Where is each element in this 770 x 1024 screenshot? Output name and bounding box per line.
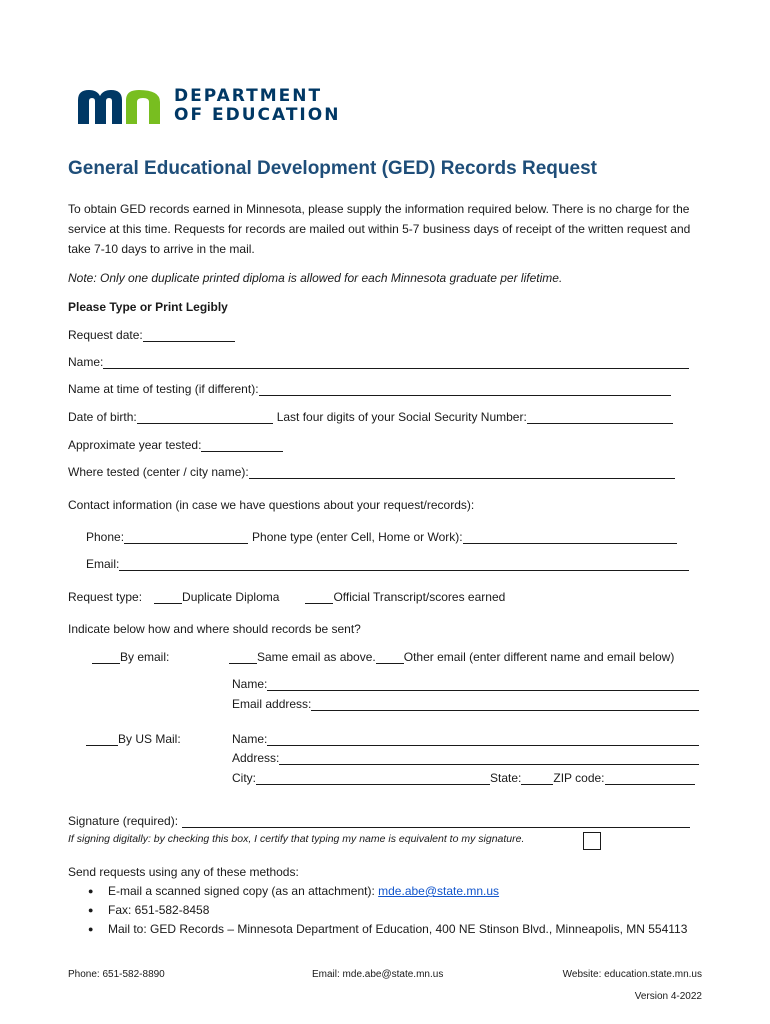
where-tested-label: Where tested (center / city name): (68, 465, 249, 479)
digital-signature-checkbox[interactable] (583, 832, 601, 850)
duplicate-diploma-blank[interactable] (154, 591, 182, 604)
mail-city-label: City: (232, 771, 256, 785)
contact-label: Contact information (in case we have questions about your request/records): (68, 498, 475, 512)
method-fax: ● Fax: 651-582-8458 (88, 901, 688, 920)
where-tested-row (68, 465, 675, 479)
email-link[interactable]: mde.abe@state.mn.us (378, 884, 500, 898)
footer-email: Email: mde.abe@state.mn.us (312, 969, 444, 980)
mail-state-field[interactable] (521, 772, 553, 785)
logo-line-1: DEPARTMENT (174, 86, 323, 106)
logo-text (174, 87, 340, 125)
mail-city-field[interactable] (256, 772, 490, 785)
signature-row (68, 814, 690, 828)
delivery-name-row (232, 677, 699, 691)
ssn-label: Last four digits of your Social Security Number: (276, 410, 527, 424)
footer-website: Website: education.state.mn.us (562, 969, 702, 980)
mail-name-field[interactable] (267, 733, 699, 746)
by-mail-blank[interactable] (86, 733, 118, 746)
methods-list (88, 882, 688, 939)
footer-phone: Phone: 651-582-8890 (68, 969, 165, 980)
request-type-row (68, 590, 505, 604)
dob-label: Date of birth: (68, 410, 137, 424)
delivery-question-row (68, 622, 361, 636)
phone-type-field[interactable] (463, 531, 677, 544)
methods-intro: Send requests using any of these methods: (68, 865, 299, 879)
dob-row (68, 410, 673, 424)
name-field[interactable] (103, 356, 689, 369)
request-date-row (68, 328, 235, 342)
by-mail-label: By US Mail: (118, 732, 181, 746)
intro-paragraph: To obtain GED records earned in Minnesota, please supply the information required below. There is no charge for the service at this time. Requests for records are mailed out within 5-7 business days of receipt of the written request and take 7-10 days to arrive in the mail. (68, 202, 691, 256)
name-testing-field[interactable] (259, 383, 671, 396)
contact-row (68, 498, 474, 512)
digital-signature-note: If signing digitally: by checking this box, I certify that typing my name is equivalent to my signature. (68, 833, 525, 845)
delivery-question: Indicate below how and where should records be sent? (68, 622, 361, 636)
phone-row (86, 530, 677, 544)
method-mail: ● Mail to: GED Records – Minnesota Department of Education, 400 NE Stinson Blvd., Minneapolis, MN 554113 (88, 920, 688, 939)
by-email-blank[interactable] (92, 651, 120, 664)
signature-field[interactable] (182, 815, 690, 828)
year-tested-field[interactable] (201, 439, 283, 452)
name-testing-label: Name at time of testing (if different): (68, 382, 259, 396)
by-email-row (92, 650, 169, 664)
by-email-label: By email: (120, 650, 170, 664)
logo-line-2: OF EDUCATION (174, 105, 341, 125)
name-row (68, 355, 689, 369)
mail-name-label: Name: (232, 732, 268, 746)
phone-type-label: Phone type (enter Cell, Home or Work): (252, 530, 463, 544)
email-row (86, 557, 689, 571)
request-type-label: Request type: (68, 590, 143, 604)
same-email-blank[interactable] (229, 651, 257, 664)
mail-city-row (232, 771, 695, 785)
mail-name-row (232, 732, 699, 746)
email-options-row (229, 650, 674, 664)
delivery-name-label: Name: (232, 677, 268, 691)
duplicate-diploma-label: Duplicate Diploma (182, 590, 280, 604)
email-field[interactable] (119, 558, 689, 571)
mn-logo (76, 86, 340, 126)
request-date-label: Request date: (68, 328, 143, 342)
mail-address-label: Address: (232, 751, 280, 765)
year-tested-row (68, 438, 283, 452)
email-label: Email: (86, 557, 120, 571)
mail-address-field[interactable] (279, 752, 699, 765)
delivery-email-row (232, 697, 699, 711)
mn-logo-icon (76, 86, 162, 126)
note-text: Note: Only one duplicate printed diploma is allowed for each Minnesota graduate per lifetime. (68, 271, 563, 285)
page-title: General Educational Development (GED) Records Request (68, 158, 597, 179)
digital-note-row (68, 833, 524, 845)
dob-field[interactable] (137, 411, 273, 424)
other-email-label: Other email (enter different name and email below) (403, 650, 675, 664)
name-label: Name: (68, 355, 104, 369)
phone-label: Phone: (86, 530, 125, 544)
send-methods (68, 863, 688, 939)
ssn-field[interactable] (527, 411, 673, 424)
transcript-blank[interactable] (305, 591, 333, 604)
method-email (88, 882, 688, 901)
mail-zip-field[interactable] (605, 772, 695, 785)
delivery-email-field[interactable] (311, 698, 699, 711)
legibly-instruction: Please Type or Print Legibly (68, 300, 228, 314)
mail-state-label: State: (490, 771, 522, 785)
request-date-field[interactable] (143, 329, 235, 342)
mail-zip-label: ZIP code: (553, 771, 605, 785)
delivery-name-field[interactable] (267, 678, 699, 691)
method-email-text: E-mail a scanned signed copy (as an attachment): (108, 884, 379, 898)
signature-label: Signature (required): (68, 814, 179, 828)
phone-field[interactable] (124, 531, 248, 544)
name-testing-row (68, 382, 671, 396)
mail-address-row (232, 751, 699, 765)
transcript-label: Official Transcript/scores earned (333, 590, 506, 604)
same-email-label: Same email as above. (257, 650, 376, 664)
other-email-blank[interactable] (376, 651, 404, 664)
delivery-email-label: Email address: (232, 697, 312, 711)
by-mail-row (86, 732, 181, 746)
version-label: Version 4-2022 (634, 991, 702, 1002)
year-tested-label: Approximate year tested: (68, 438, 202, 452)
where-tested-field[interactable] (249, 466, 675, 479)
